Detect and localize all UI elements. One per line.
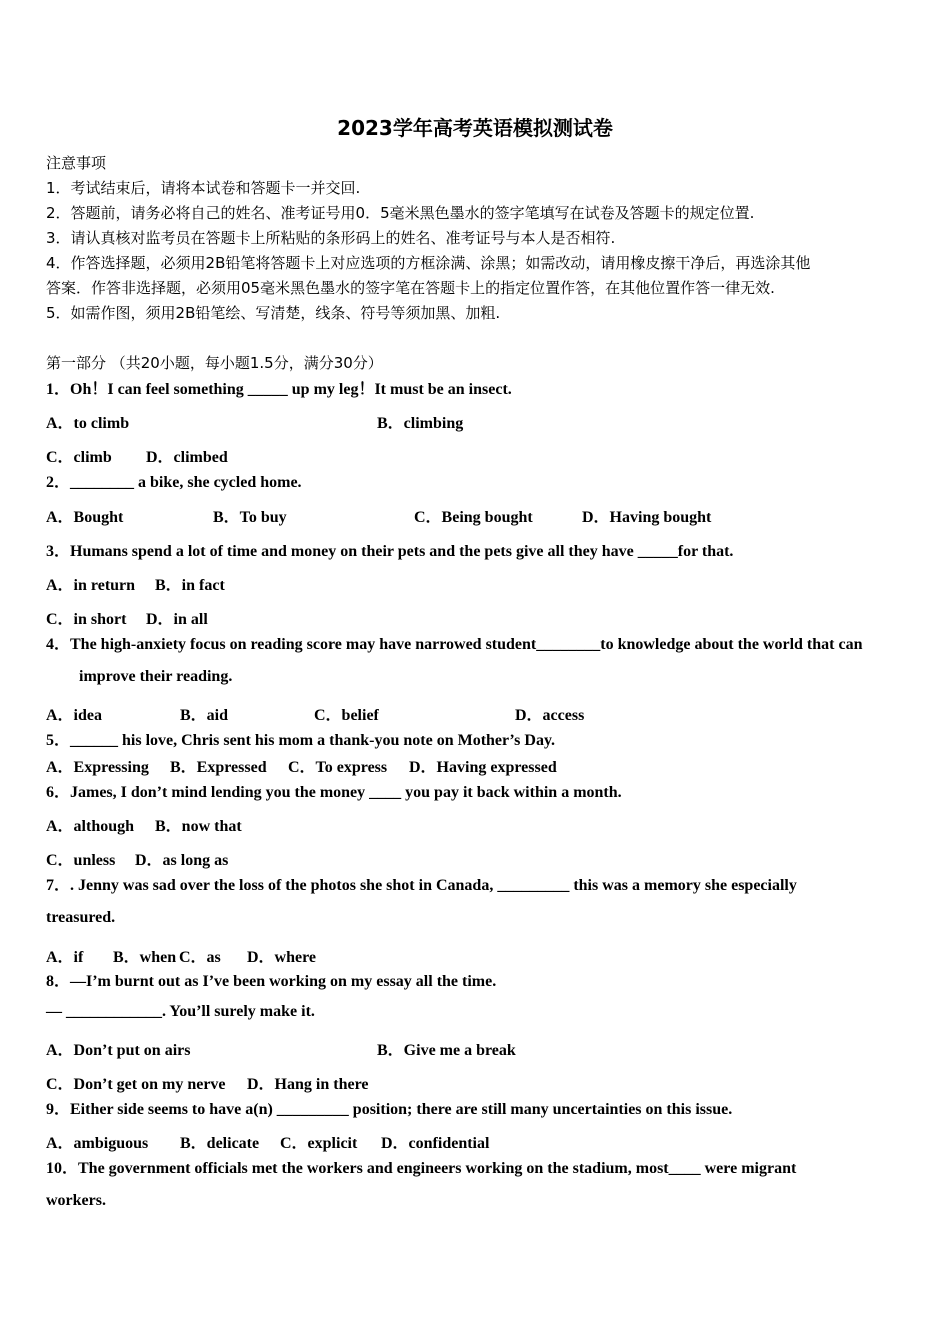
q6-option-c: C．unless	[46, 852, 116, 869]
question-4-stem: 4．The high-anxiety focus on reading score may have narrowed student________to knowledge about the world that can	[46, 636, 863, 653]
q8-option-a: A．Don’t put on airs	[46, 1042, 191, 1059]
q7-option-c: C．as	[179, 949, 221, 966]
q9-option-d: D．confidential	[381, 1135, 490, 1152]
q2-option-a: A．Bought	[46, 509, 124, 526]
question-6-stem: 6．James, I don’t mind lending you the money ____ you pay it back within a month.	[46, 784, 622, 801]
notice-item: 2．答题前，请务必将自己的姓名、准考证号用0．5毫米黑色墨水的签字笔填写在试卷及答题卡的规定位置.	[46, 204, 755, 222]
q4-option-c: C．belief	[314, 707, 379, 724]
q2-option-b: B．To buy	[213, 509, 287, 526]
section-heading: 第一部分 （共20小题，每小题1.5分，满分30分）	[46, 354, 383, 372]
notice-item: 3．请认真核对监考员在答题卡上所粘贴的条形码上的姓名、准考证号与本人是否相符.	[46, 229, 616, 247]
q8-option-d: D．Hang in there	[247, 1076, 369, 1093]
q4-option-a: A．idea	[46, 707, 103, 724]
page-title: 2023学年高考英语模拟测试卷	[337, 116, 613, 140]
q6-option-a: A．although	[46, 818, 135, 835]
q1-option-d: D．climbed	[146, 449, 228, 466]
question-7-stem: 7．. Jenny was sad over the loss of the photos she shot in Canada, _________ this was a memory she especially	[46, 877, 797, 894]
q5-option-c: C．To express	[288, 759, 388, 776]
notice-item: 4．作答选择题，必须用2B铅笔将答题卡上对应选项的方框涂满、涂黑；如需改动，请用橡皮擦干净后，再选涂其他	[46, 254, 811, 272]
question-10-stem: 10．The government officials met the workers and engineers working on the stadium, most____ were migrant	[46, 1160, 797, 1177]
question-3-stem: 3．Humans spend a lot of time and money on their pets and the pets give all they have _____for that.	[46, 543, 734, 560]
q7-option-d: D．where	[247, 949, 317, 966]
q5-option-d: D．Having expressed	[409, 759, 557, 776]
q9-option-a: A．ambiguous	[46, 1135, 149, 1152]
notice-item: 答案．作答非选择题，必须用05毫米黑色墨水的签字笔在答题卡上的指定位置作答，在其他位置作答一律无效.	[46, 279, 775, 297]
notice-item: 1．考试结束后，请将本试卷和答题卡一并交回.	[46, 179, 361, 197]
q9-option-c: C．explicit	[280, 1135, 358, 1152]
q1-option-c: C．climb	[46, 449, 112, 466]
q1-option-a: A．to climb	[46, 415, 130, 432]
question-8-response: — ____________. You’ll surely make it.	[46, 1003, 315, 1020]
notice-heading: 注意事项	[46, 154, 107, 172]
question-10-stem-cont: workers.	[46, 1192, 106, 1209]
q9-option-b: B．delicate	[180, 1135, 260, 1152]
q2-option-d: D．Having bought	[582, 509, 712, 526]
q5-option-b: B．Expressed	[170, 759, 267, 776]
q7-option-b: B．when	[113, 949, 177, 966]
question-9-stem: 9．Either side seems to have a(n) _________ position; there are still many uncertainties on this issue.	[46, 1101, 733, 1118]
q6-option-d: D．as long as	[135, 852, 229, 869]
q3-option-c: C．in short	[46, 611, 127, 628]
question-1-stem: 1．Oh！I can feel something _____ up my leg！It must be an insect.	[46, 381, 512, 398]
question-5-stem: 5．______ his love, Chris sent his mom a thank-you note on Mother’s Day.	[46, 732, 556, 749]
q8-option-c: C．Don’t get on my nerve	[46, 1076, 226, 1093]
q6-option-b: B．now that	[155, 818, 242, 835]
q2-option-c: C．Being bought	[414, 509, 533, 526]
q7-option-a: A．if	[46, 949, 84, 966]
q3-option-d: D．in all	[146, 611, 208, 628]
q3-option-b: B．in fact	[155, 577, 225, 594]
q8-option-b: B．Give me a break	[377, 1042, 516, 1059]
question-2-stem: 2．________ a bike, she cycled home.	[46, 474, 302, 491]
question-7-stem-cont: treasured.	[46, 909, 116, 926]
question-8-stem: 8．—I’m burnt out as I’ve been working on my essay all the time.	[46, 973, 497, 990]
q5-option-a: A．Expressing	[46, 759, 149, 776]
q4-option-d: D．access	[515, 707, 585, 724]
notice-item: 5．如需作图，须用2B铅笔绘、写清楚，线条、符号等须加黑、加粗.	[46, 304, 501, 322]
q4-option-b: B．aid	[180, 707, 229, 724]
q1-option-b: B．climbing	[377, 415, 464, 432]
q3-option-a: A．in return	[46, 577, 136, 594]
question-4-stem-cont: improve their reading.	[79, 668, 233, 685]
